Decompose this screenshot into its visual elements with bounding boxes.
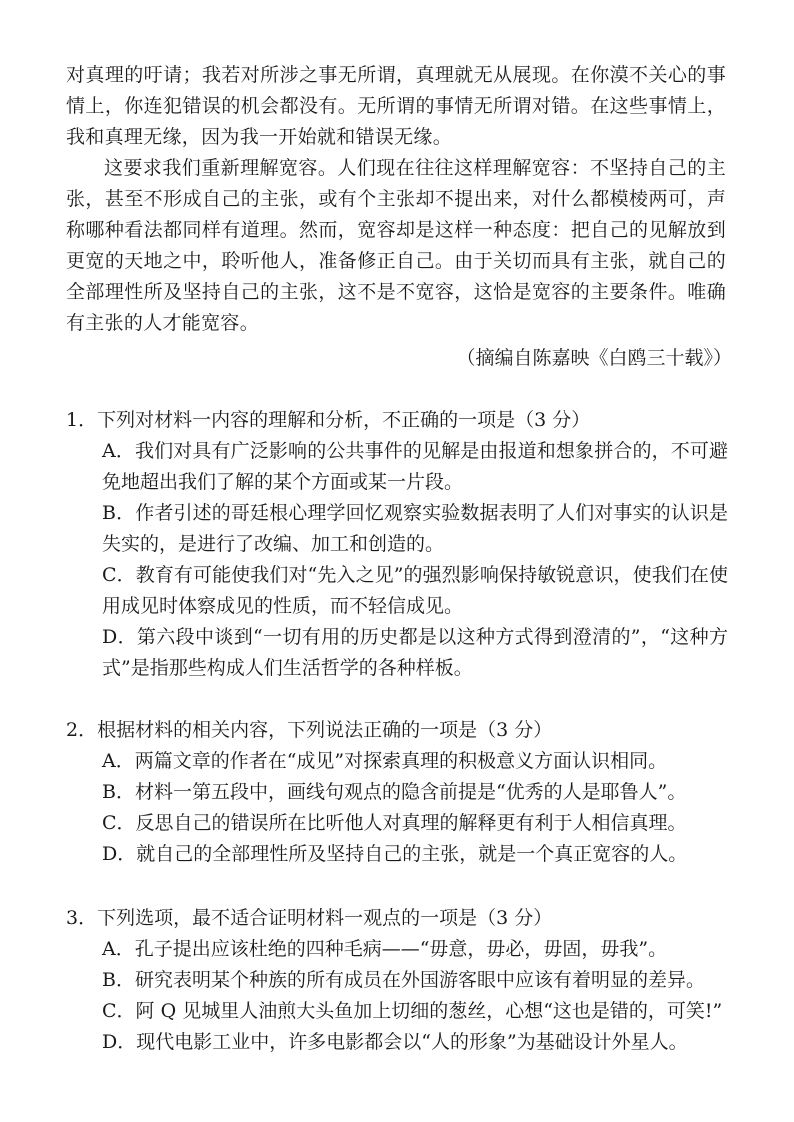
- option-c: C．反思自己的错误所在比听他人对真理的解释更有利于人相信真理。: [102, 812, 687, 834]
- question-options: [102, 746, 728, 870]
- question-stem: 3．下列选项，最不适合证明材料一观点的一项是（3 分）: [66, 907, 553, 929]
- passage-paragraph-1: 对真理的吁请；我若对所涉之事无所谓，真理就无从展现。在你漠不关心的事情上，你连犯错误的机会都没有。无所谓的事情无所谓对错。在这些事情上，我和真理无缘，因为我一开始就和错误无缘。: [66, 64, 726, 148]
- question-2: [66, 715, 728, 870]
- option-a: A．我们对具有广泛影响的公共事件的见解是由报道和想象拼合的，不可避免地超出我们了解的某个方面或某一片段。: [102, 440, 728, 493]
- question-stem: 1．下列对材料一内容的理解和分析，不正确的一项是（3 分）: [66, 409, 591, 431]
- question-1: [66, 405, 728, 684]
- option-a: A．孔子提出应该杜绝的四种毛病——“毋意，毋必，毋固，毋我”。: [102, 938, 668, 960]
- option-b: B．研究表明某个种族的所有成员在外国游客眼中应该有着明显的差异。: [102, 969, 705, 991]
- option-d: D．现代电影工业中，许多电影都会以“人的形象”为基础设计外星人。: [102, 1031, 688, 1053]
- option-b: B．材料一第五段中，画线句观点的隐含前提是“优秀的人是耶鲁人”。: [102, 781, 687, 803]
- passage-paragraph-2: 这要求我们重新理解宽容。人们现在往往这样理解宽容：不坚持自己的主张，甚至不形成自己的主张，或有个主张却不提出来，对什么都模棱两可，声称哪种看法都同样有道理。然而，宽容却是这样一种态度：把自己的见解放到更宽的天地之中，聆听他人，准备修正自己。由于关切而具有主张，就自己的全部理性所及坚持自己的主张，这不是不宽容，这恰是宽容的主要条件。唯确有主张的人才能宽容。: [66, 157, 726, 334]
- question-options: [102, 436, 728, 684]
- question-3: [66, 903, 728, 1058]
- option-c: C．教育有可能使我们对“先入之见”的强烈影响保持敏锐意识，使我们在使用成见时体察成见的性质，而不轻信成见。: [102, 564, 728, 617]
- option-c: C．阿 Q 见城里人油煎大头鱼加上切细的葱丝，心想“这也是错的，可笑!”: [102, 1000, 723, 1022]
- question-stem: 2．根据材料的相关内容，下列说法正确的一项是（3 分）: [66, 719, 553, 741]
- option-a: A．两篇文章的作者在“成见”对探索真理的积极意义方面认识相同。: [102, 750, 668, 772]
- option-b: B．作者引述的哥廷根心理学回忆观察实验数据表明了人们对事实的认识是失实的，是进行了改编、加工和创造的。: [102, 502, 728, 555]
- option-d: D．第六段中谈到“一切有用的历史都是以这种方式得到澄清的”，“这种方式”是指那些构成人们生活哲学的各种样板。: [102, 626, 728, 679]
- passage-source: （摘编自陈嘉映《白鸥三十载》）: [456, 347, 732, 369]
- option-d: D．就自己的全部理性所及坚持自己的主张，就是一个真正宽容的人。: [102, 843, 688, 865]
- question-options: [102, 934, 728, 1058]
